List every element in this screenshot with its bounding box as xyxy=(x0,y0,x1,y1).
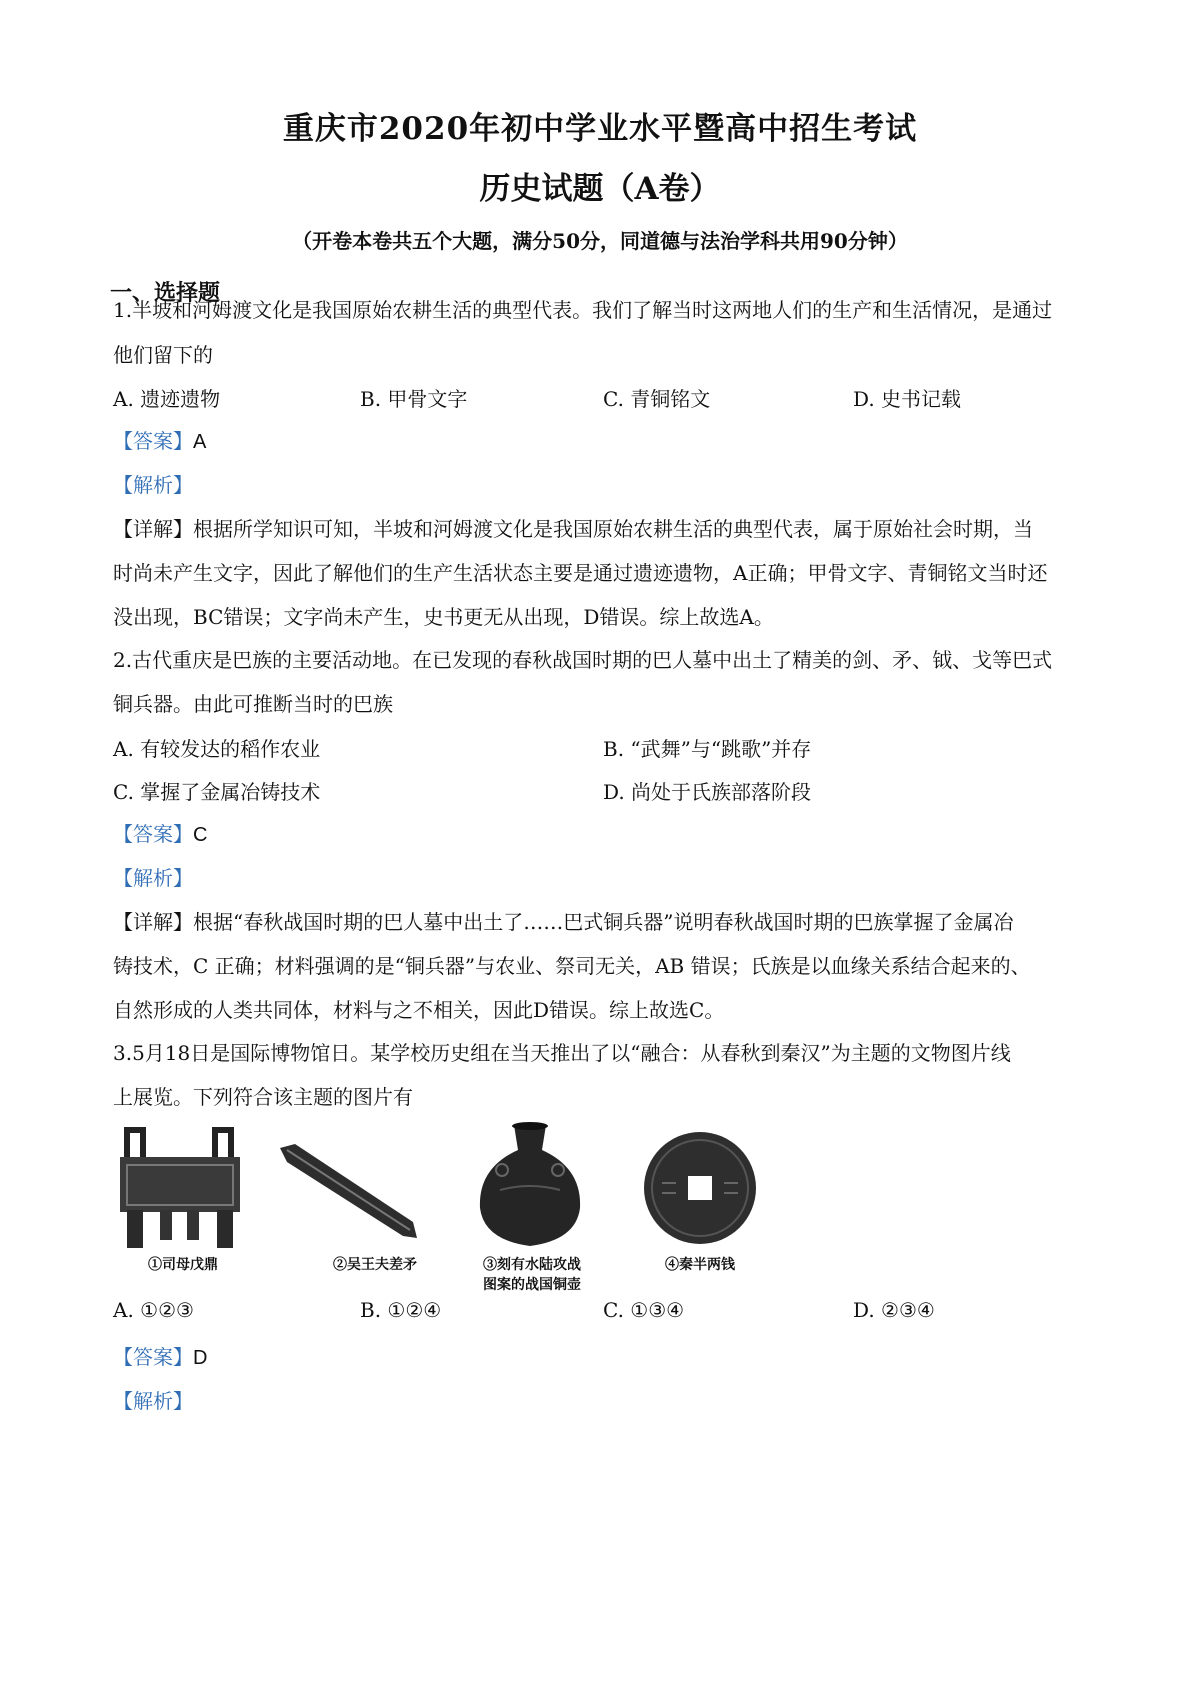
answer-tag: 【答案】 xyxy=(113,1345,193,1369)
q3-answer-value: D xyxy=(193,1347,208,1369)
analysis-tag: 【解析】 xyxy=(113,473,193,497)
q2-detail-line1 xyxy=(113,907,1093,937)
q2-stem-line2: 铜兵器。由此可推断当时的巴族 xyxy=(113,692,393,716)
q2-option-d: D. 尚处于氏族部落阶段 xyxy=(603,780,812,804)
q1-option-c: C. 青铜铭文 xyxy=(603,387,711,411)
q2-analysis xyxy=(113,863,1093,893)
coin-icon xyxy=(640,1128,760,1248)
bronze-pot-icon xyxy=(470,1120,590,1250)
q2-detail-line2: 铸技术，C 正确；材料强调的是“铜兵器”与农业、祭司无关，AB 错误；氏族是以血缘关系结合起来的、 xyxy=(113,954,1031,978)
q3-option-a: A. ①②③ xyxy=(113,1298,194,1322)
q3-option-d: D. ②③④ xyxy=(853,1298,935,1322)
q2-answer xyxy=(113,819,1093,850)
q1-analysis xyxy=(113,470,1093,500)
q3-option-c: C. ①③④ xyxy=(603,1298,685,1322)
detail-tag: 【详解】 xyxy=(113,910,193,934)
ding-vessel-icon xyxy=(115,1125,245,1250)
q1-option-d: D. 史书记载 xyxy=(853,387,962,411)
q3-caption-3b: 图案的战国铜壶 xyxy=(483,1277,581,1293)
q1-option-a: A. 遗迹遗物 xyxy=(113,387,221,411)
q2-stem-line1: 2.古代重庆是巴族的主要活动地。在已发现的春秋战国时期的巴人墓中出土了精美的剑、矛、钺、戈等巴式 xyxy=(113,648,1053,672)
q2-detail-line3: 自然形成的人类共同体，材料与之不相关，因此D错误。综上故选C。 xyxy=(113,998,725,1022)
q3-analysis xyxy=(113,1386,1093,1416)
spear-icon xyxy=(275,1140,425,1250)
q1-answer xyxy=(113,426,1093,457)
answer-tag: 【答案】 xyxy=(113,429,193,453)
q2-detail-text1: 根据“春秋战国时期的巴人墓中出土了……巴式铜兵器”说明春秋战国时期的巴族掌握了金属冶 xyxy=(193,910,1014,934)
analysis-tag: 【解析】 xyxy=(113,1389,193,1413)
q3-caption-4: ④秦半两钱 xyxy=(665,1257,735,1273)
q1-answer-value: A xyxy=(193,431,207,453)
q1-stem-line2: 他们留下的 xyxy=(113,343,213,367)
q3-caption-3a: ③刻有水陆攻战 xyxy=(483,1257,581,1273)
q2-option-a: A. 有较发达的稻作农业 xyxy=(113,737,321,761)
q1-detail-line1 xyxy=(113,514,1093,544)
exam-note: （开卷本卷共五个大题，满分50分，同道德与法治学科共用90分钟） xyxy=(292,229,908,253)
q2-option-b: B. “武舞”与“跳歌”并存 xyxy=(603,737,812,761)
q3-caption-2: ②吴王夫差矛 xyxy=(333,1257,417,1273)
q3-stem-line2: 上展览。下列符合该主题的图片有 xyxy=(113,1085,413,1109)
q3-option-b: B. ①②④ xyxy=(360,1298,442,1322)
answer-tag: 【答案】 xyxy=(113,822,193,846)
q3-caption-1: ①司母戊鼎 xyxy=(148,1257,218,1273)
exam-subtitle: 历史试题（A卷） xyxy=(479,171,721,207)
q1-detail-line3: 没出现，BC错误；文字尚未产生，史书更无从出现，D错误。综上故选A。 xyxy=(113,605,774,629)
section-title: 一、选择题 xyxy=(110,280,221,306)
exam-title: 重庆市2020年初中学业水平暨高中招生考试 xyxy=(282,111,918,147)
q1-detail-line2: 时尚未产生文字，因此了解他们的生产生活状态主要是通过遗迹遗物，A正确；甲骨文字、青铜铭文当时还 xyxy=(113,561,1048,585)
q1-detail-text1: 根据所学知识可知，半坡和河姆渡文化是我国原始农耕生活的典型代表，属于原始社会时期，当 xyxy=(193,517,1033,541)
detail-tag: 【详解】 xyxy=(113,517,193,541)
q1-stem-line1: 1.半坡和河姆渡文化是我国原始农耕生活的典型代表。我们了解当时这两地人们的生产和生活情况，是通过 xyxy=(113,298,1053,322)
q2-option-c: C. 掌握了金属冶铸技术 xyxy=(113,780,321,804)
q1-option-b: B. 甲骨文字 xyxy=(360,387,468,411)
q3-answer xyxy=(113,1342,1093,1373)
q2-answer-value: C xyxy=(193,824,208,846)
q3-stem-line1: 3.5月18日是国际博物馆日。某学校历史组在当天推出了以“融合：从春秋到秦汉”为主题的文物图片线 xyxy=(113,1041,1011,1065)
analysis-tag: 【解析】 xyxy=(113,866,193,890)
